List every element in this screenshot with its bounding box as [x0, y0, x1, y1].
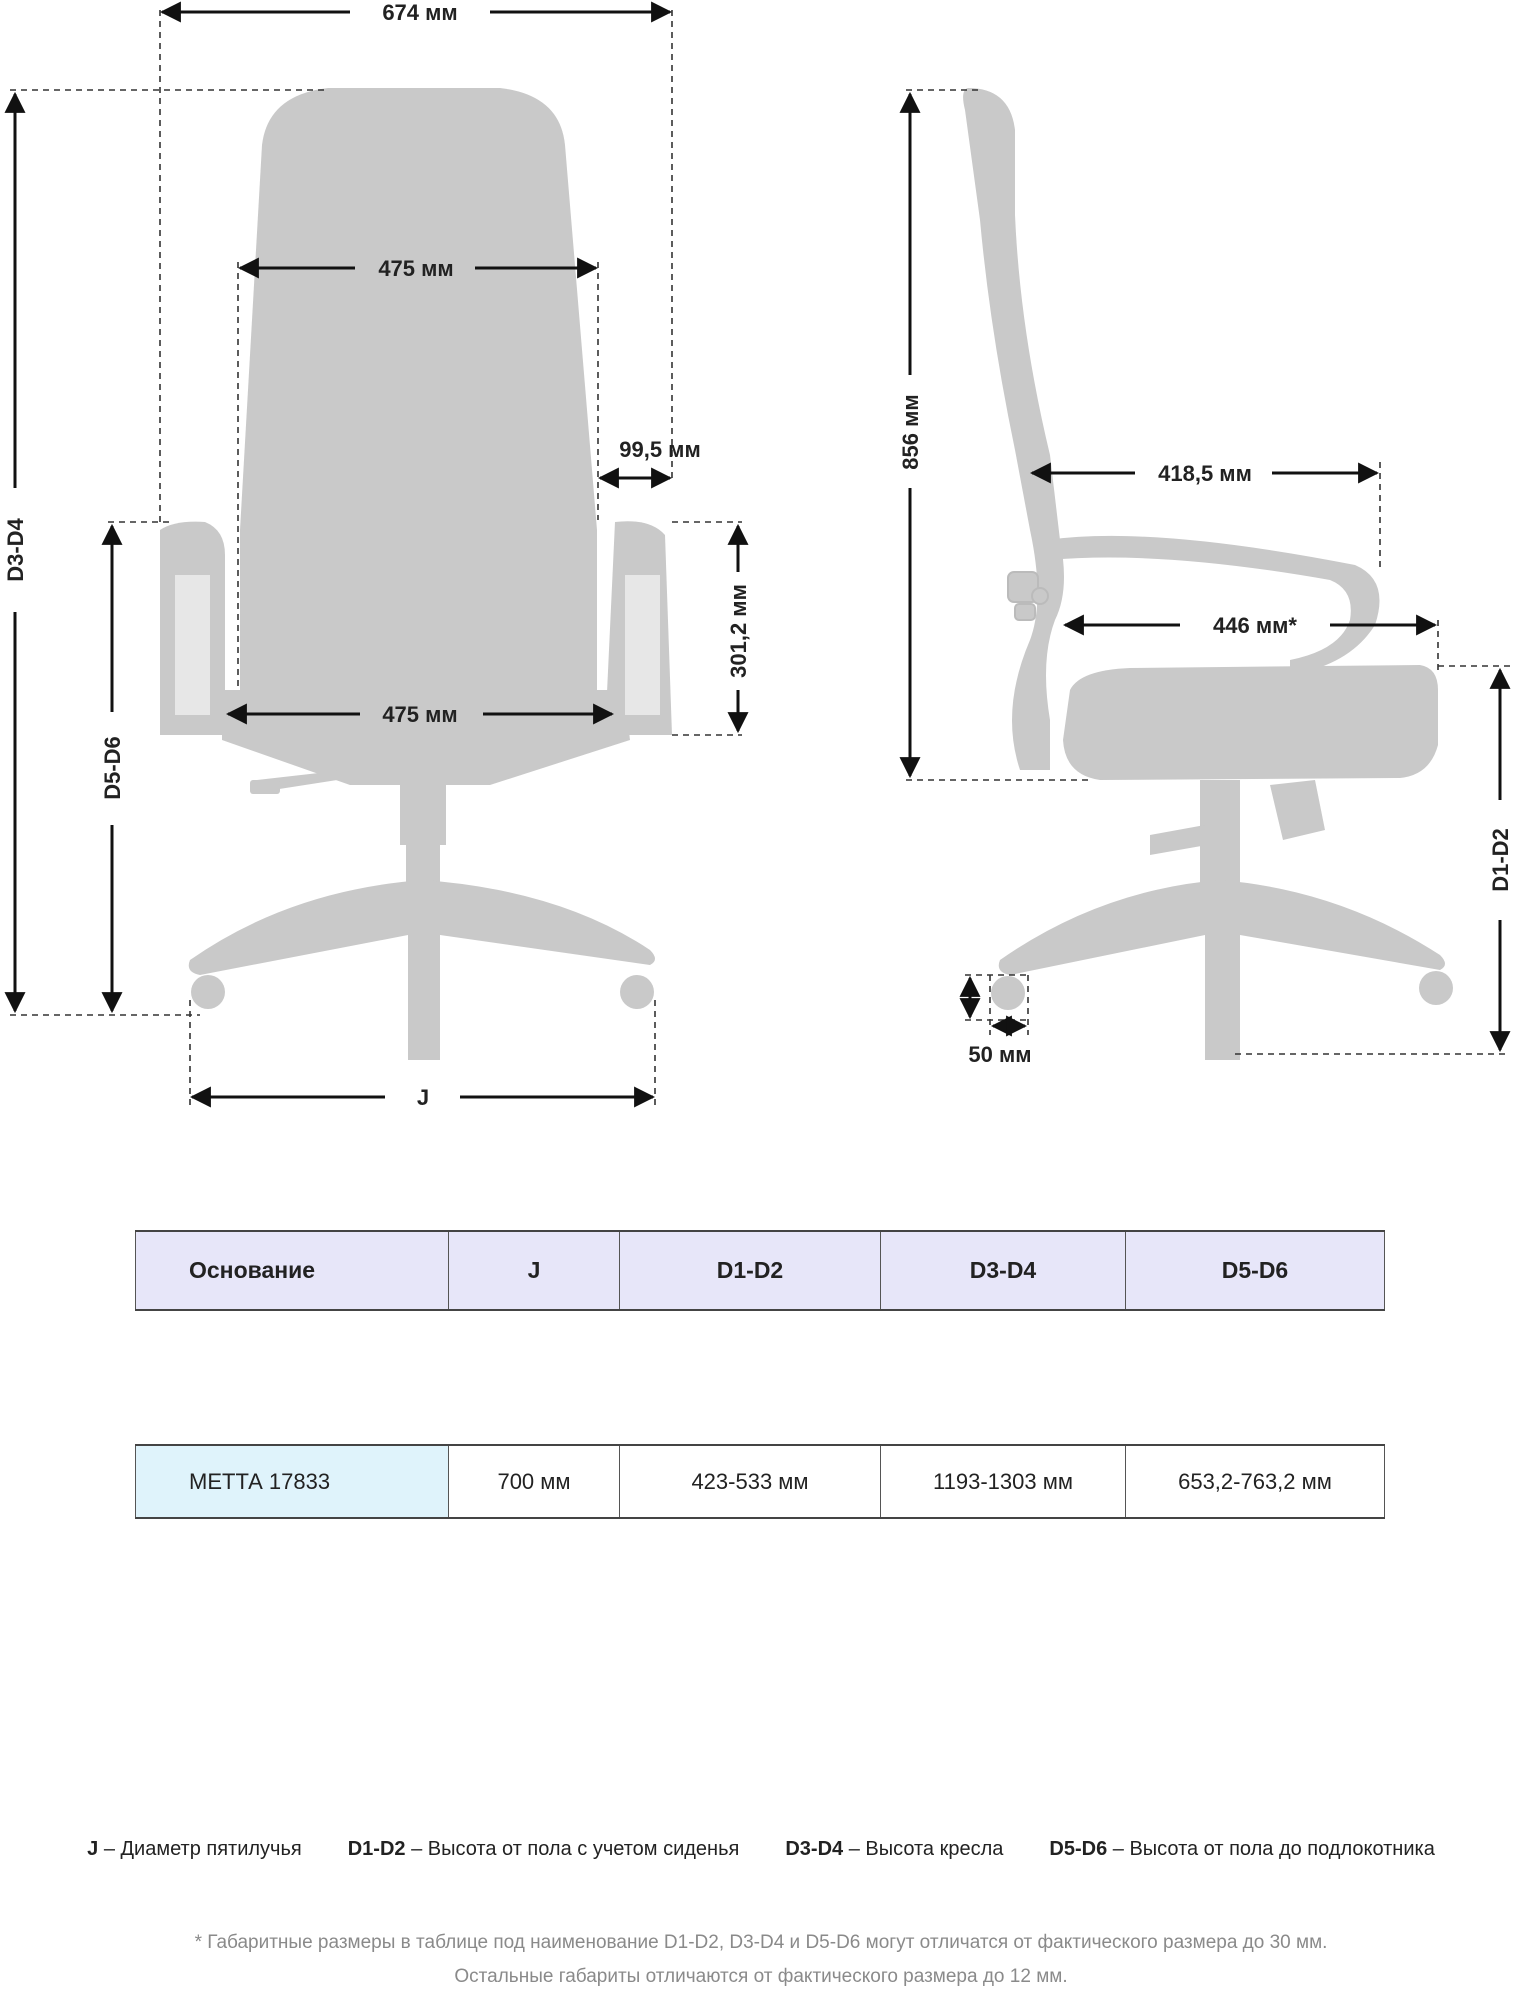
table-cell: 653,2-763,2 мм — [1126, 1446, 1385, 1517]
dim-armrest-height: 301,2 мм — [726, 584, 751, 678]
legend-text: – Высота от пола до подлокотника — [1107, 1838, 1435, 1860]
table-header-row — [135, 1230, 1385, 1311]
legend-key: D5-D6 — [1049, 1838, 1108, 1860]
dim-seat-full-depth: 446 мм* — [1213, 613, 1297, 638]
legend-text: – Высота кресла — [843, 1838, 1004, 1860]
legend — [0, 1838, 1522, 1861]
footnote — [0, 1926, 1522, 1994]
table-header-cell: J — [449, 1232, 620, 1309]
dim-seat-width: 475 мм — [382, 702, 458, 727]
front-chair-silhouette — [160, 88, 672, 1060]
footnote-line-2: Остальные габариты отличаются от фактического размера до 12 мм. — [454, 1966, 1068, 1987]
table-cell: 423-533 мм — [620, 1446, 881, 1517]
table-header-cell: D5-D6 — [1126, 1232, 1385, 1309]
dim-back-height: 856 мм — [898, 394, 923, 470]
legend-text: – Диаметр пятилучья — [98, 1838, 302, 1860]
label-d5-d6: D5-D6 — [100, 736, 125, 800]
label-d1-d2: D1-D2 — [1488, 828, 1513, 892]
dim-wheel: 50 мм — [968, 1042, 1032, 1067]
legend-item — [1049, 1838, 1434, 1861]
footnote-line-1: * Габаритные размеры в таблице под наименование D1-D2, D3-D4 и D5-D6 могут отличатся от фактического размера до 30 мм. — [194, 1932, 1328, 1953]
table-header-cell: D3-D4 — [881, 1232, 1126, 1309]
legend-item — [348, 1838, 740, 1861]
dimensions-table — [135, 1230, 1385, 1519]
legend-item — [785, 1838, 1003, 1861]
label-d3-d4: D3-D4 — [3, 518, 28, 582]
table-header-cell: Основание — [135, 1232, 449, 1309]
table-header-cell: D1-D2 — [620, 1232, 881, 1309]
legend-item — [87, 1838, 302, 1861]
label-j: J — [416, 1085, 430, 1110]
dim-seat-depth: 418,5 мм — [1158, 461, 1252, 486]
legend-key: D3-D4 — [785, 1838, 844, 1860]
dim-total-width: 674 мм — [382, 0, 458, 25]
dim-back-width: 475 мм — [378, 256, 454, 281]
legend-key: D1-D2 — [347, 1838, 406, 1860]
legend-key: J — [87, 1838, 99, 1860]
dim-armrest-width: 99,5 мм — [619, 437, 701, 462]
table-cell: 1193-1303 мм — [881, 1446, 1126, 1517]
table-cell: 700 мм — [449, 1446, 620, 1517]
legend-text: – Высота от пола с учетом сиденья — [405, 1838, 740, 1860]
table-row — [135, 1444, 1385, 1519]
table-cell: МЕТТА 17833 — [135, 1446, 449, 1517]
